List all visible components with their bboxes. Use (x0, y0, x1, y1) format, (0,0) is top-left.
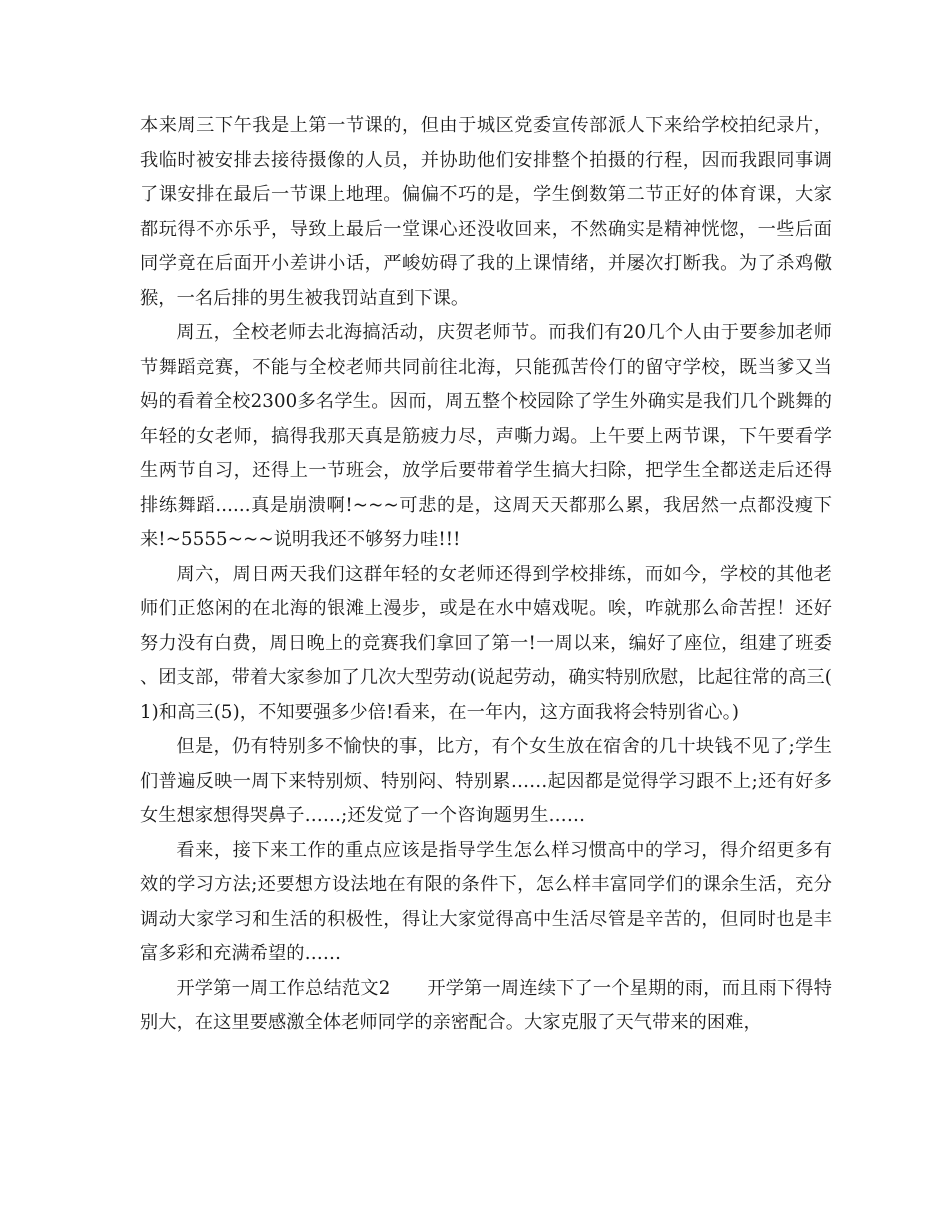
paragraph-friday: 周五，全校老师去北海搞活动，庆贺老师节。而我们有20几个人由于要参加老师节舞蹈竞赛，不能与全校老师共同前往北海，只能孤苦伶仃的留守学校，既当爹又当妈的看着全校2300多名学生。因而，周五整个校园除了学生外确实是我们几个跳舞的年轻的女老师，搞得我那天真是筋疲力尽，声嘶力竭。上午要上两节课，下午要看学生两节自习，还得上一节班会，放学后要带着学生搞大扫除，把学生全都送走后还得排练舞蹈......真是崩溃啊!~~~可悲的是，这周天天都那么累，我居然一点都没瘦下来!~5555~~~说明我还不够努力哇!!! (140, 322, 832, 550)
paragraph-problems: 但是，仍有特别多不愉快的事，比方，有个女生放在宿舍的几十块钱不见了;学生们普遍反映一周下来特别烦、特别闷、特别累……起因都是觉得学习跟不上;还有好多女生想家想得哭鼻子……;还发觉了一个咨询题男生…… (140, 736, 832, 826)
paragraph-weekend: 周六，周日两天我们这群年轻的女老师还得到学校排练，而如今，学校的其他老师们正悠闲的在北海的银滩上漫步，或是在水中嬉戏呢。唉，咋就那么命苦捏！还好努力没有白费，周日晚上的竞赛我们拿回了第一!一周以来，编好了座位，组建了班委、团支部，带着大家参加了几次大型劳动(说起劳动，确实特别欣慰，比起往常的高三(1)和高三(5)，不知要强多少倍!看来，在一年内，这方面我将会特别省心。) (140, 563, 832, 723)
document-body (140, 109, 832, 1041)
paragraph-next-steps: 看来，接下来工作的重点应该是指导学生怎么样习惯高中的学习，得介绍更多有效的学习方法;还要想方设法地在有限的条件下，怎么样丰富同学们的课余生活，充分调动大家学习和生活的积极性，得让大家觉得高中生活尽管是辛苦的，但同时也是丰富多彩和充满希望的…… (140, 839, 832, 964)
paragraph-sample-two: 开学第一周工作总结范文2 开学第一周连续下了一个星期的雨，而且雨下得特别大，在这里要感激全体老师同学的亲密配合。大家克服了天气带来的困难， (140, 977, 832, 1033)
paragraph-wednesday: 本来周三下午我是上第一节课的，但由于城区党委宣传部派人下来给学校拍纪录片，我临时被安排去接待摄像的人员，并协助他们安排整个拍摄的行程，因而我跟同事调了课安排在最后一节课上地理。偏偏不巧的是，学生倒数第二节正好的体育课，大家都玩得不亦乐乎，导致上最后一堂课心还没收回来，不然确实是精神恍惚，一些后面同学竟在后面开小差讲小话，严峻妨碍了我的上课情绪，并屡次打断我。为了杀鸡儆猴，一名后排的男生被我罚站直到下课。 (140, 115, 832, 309)
